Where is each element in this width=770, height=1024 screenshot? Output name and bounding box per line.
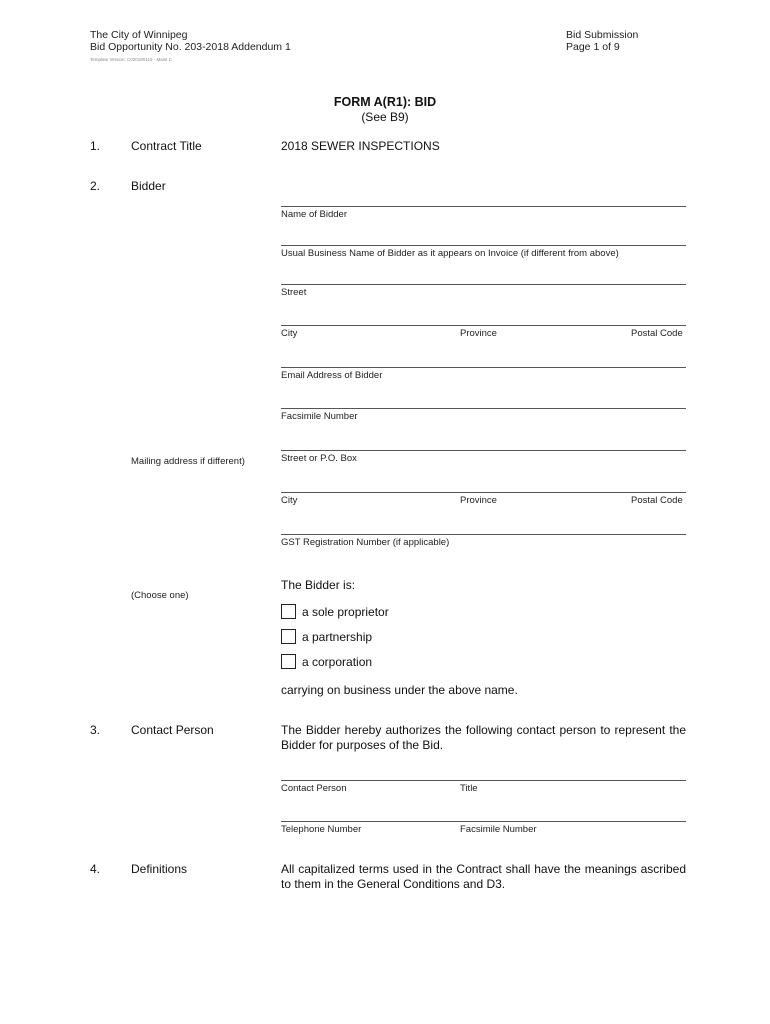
province2-caption: Province — [460, 495, 497, 506]
contact-person-line[interactable] — [281, 780, 686, 781]
contact-title-caption: Title — [460, 783, 478, 794]
section-4-label: Definitions — [131, 862, 188, 876]
section-2-label: Bidder — [131, 179, 166, 193]
po-box-line[interactable] — [281, 450, 686, 451]
email-line[interactable] — [281, 367, 686, 368]
province-caption: Province — [460, 328, 497, 339]
sole-proprietor-label: a sole proprietor — [302, 605, 389, 619]
template-version: Template Version: C020180115 - Maint C — [90, 57, 172, 62]
bidder-name-line[interactable] — [281, 206, 686, 207]
partnership-checkbox[interactable] — [281, 629, 296, 644]
city-caption: City — [281, 328, 298, 339]
fax-caption: Facsimile Number — [281, 411, 358, 422]
partnership-label: a partnership — [302, 630, 373, 644]
sole-proprietor-checkbox[interactable] — [281, 604, 296, 619]
usual-name-caption: Usual Business Name of Bidder as it appears on Invoice (if different from above) — [281, 248, 619, 259]
email-caption: Email Address of Bidder — [281, 370, 383, 381]
section-2-number: 2. — [90, 179, 101, 193]
gst-line[interactable] — [281, 534, 686, 535]
postal-code-caption: Postal Code — [631, 328, 683, 339]
street-caption: Street — [281, 287, 307, 298]
corporation-checkbox[interactable] — [281, 654, 296, 669]
telephone-caption: Telephone Number — [281, 824, 362, 835]
city-province-line[interactable] — [281, 325, 686, 326]
corporation-label: a corporation — [302, 655, 373, 669]
gst-caption: GST Registration Number (if applicable) — [281, 537, 450, 548]
bidder-is-text: The Bidder is: — [281, 578, 356, 592]
form-subtitle: (See B9) — [361, 110, 409, 124]
section-4-number: 4. — [90, 862, 101, 876]
po-box-caption: Street or P.O. Box — [281, 453, 357, 464]
header-page-number: Page 1 of 9 — [566, 41, 620, 53]
header-bid-opportunity: Bid Opportunity No. 203-2018 Addendum 1 — [90, 41, 291, 53]
city2-line[interactable] — [281, 492, 686, 493]
contract-title-value: 2018 SEWER INSPECTIONS — [281, 139, 440, 153]
section-1-label: Contract Title — [131, 139, 202, 153]
contact-fax-caption: Facsimile Number — [460, 824, 537, 835]
carrying-on-business-text: carrying on business under the above name. — [281, 683, 518, 697]
section-3-number: 3. — [90, 723, 101, 737]
choose-one-label: (Choose one) — [131, 590, 189, 601]
contact-person-caption: Contact Person — [281, 783, 347, 794]
usual-name-line[interactable] — [281, 245, 686, 246]
header-bid-submission: Bid Submission — [566, 29, 639, 41]
postal-code2-caption: Postal Code — [631, 495, 683, 506]
header-city: The City of Winnipeg — [90, 29, 188, 41]
mailing-address-label: Mailing address if different) — [131, 456, 245, 467]
contact-phone-line[interactable] — [281, 821, 686, 822]
fax-line[interactable] — [281, 408, 686, 409]
street-line[interactable] — [281, 284, 686, 285]
bidder-name-caption: Name of Bidder — [281, 209, 348, 220]
definitions-text: All capitalized terms used in the Contract shall have the meanings ascribed to them in the General Conditions and D3. — [281, 862, 686, 891]
contact-authorization-text: The Bidder hereby authorizes the following contact person to represent the Bidder for purposes of the Bid. — [281, 723, 686, 752]
section-1-number: 1. — [90, 139, 101, 153]
section-3-label: Contact Person — [131, 723, 214, 737]
city2-caption: City — [281, 495, 298, 506]
form-title: FORM A(R1): BID — [333, 95, 437, 109]
